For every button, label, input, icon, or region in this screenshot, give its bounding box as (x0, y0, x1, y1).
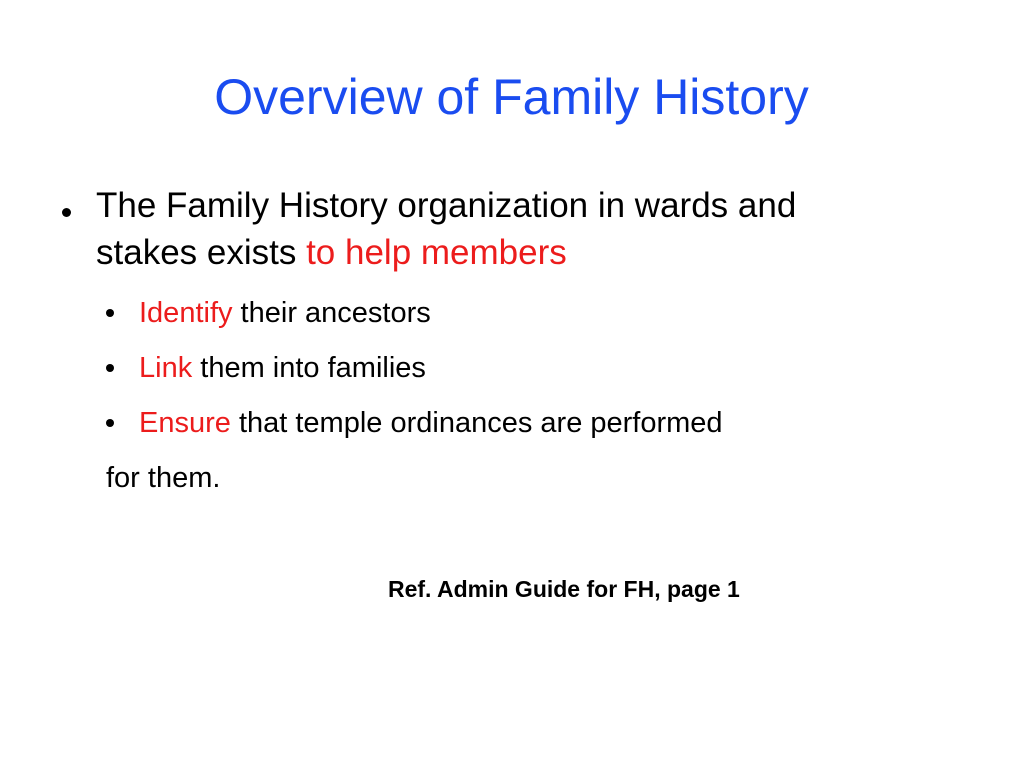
reference-note: Ref. Admin Guide for FH, page 1 (388, 576, 740, 602)
sub-bullet-text (139, 293, 431, 333)
sub-bullet-keyword: Ensure (139, 407, 231, 439)
sub-bullet-continuation: for them. (106, 462, 221, 494)
sub-bullet-rest: their ancestors (232, 297, 431, 329)
sub-bullet-identify (106, 293, 966, 333)
bullet-dot-icon (106, 364, 114, 372)
sub-bullet-text (139, 403, 723, 443)
sub-bullet-ensure (106, 403, 966, 443)
sub-bullet-link (106, 348, 966, 388)
bullet-dot-icon (106, 419, 114, 427)
sub-bullet-rest: that temple ordinances are performed (230, 407, 723, 439)
sub-bullet-keyword: Link (139, 352, 193, 384)
sub-bullet-text (139, 348, 426, 388)
slide-title: Overview of Family History (214, 69, 809, 125)
sub-bullet-keyword: Identify (139, 297, 233, 329)
main-bullet-text (96, 182, 976, 276)
bullet-dot-icon (106, 309, 114, 317)
main-bullet-line-1: The Family History organization in wards and (96, 186, 797, 225)
main-bullet-highlight: to help members (306, 233, 567, 272)
sub-bullet-rest: them into families (192, 352, 426, 384)
main-bullet-line-2: stakes exists (96, 233, 307, 272)
bullet-dot-icon (62, 208, 71, 217)
